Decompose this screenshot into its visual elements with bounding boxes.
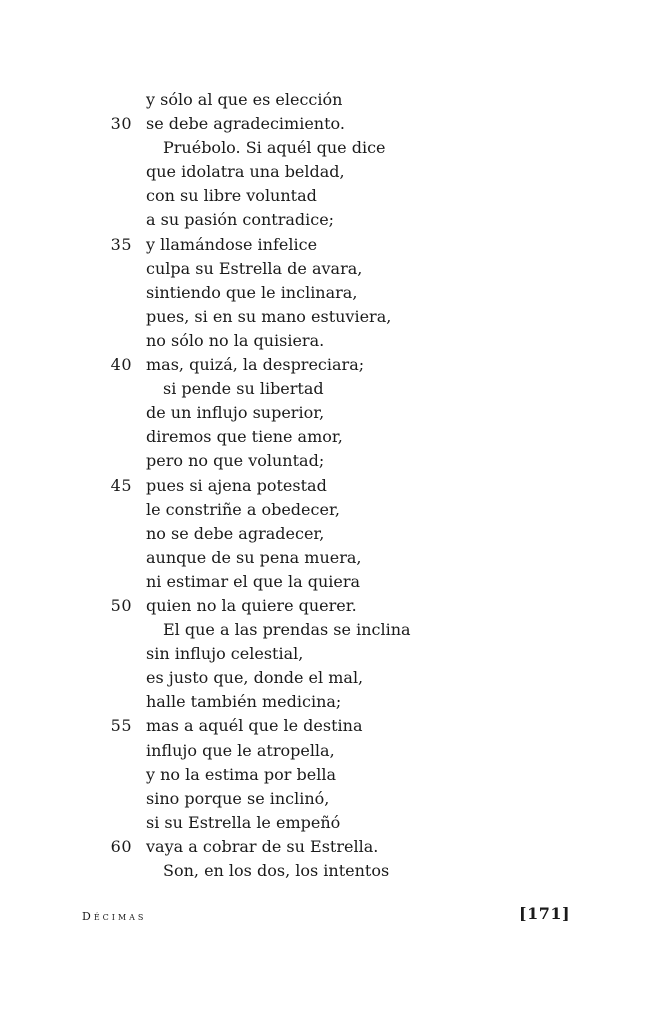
verse-text: Pruébolo. Si aquél que dice (163, 138, 386, 158)
verse-line (0, 136, 650, 160)
verse-text: pero no que voluntad; (146, 451, 325, 471)
verse-text: que idolatra una beldad, (146, 162, 345, 182)
verse-text: quien no la quiere querer. (146, 595, 357, 615)
verse-line (0, 739, 650, 763)
verse-text: y llamándose infelice (146, 234, 318, 254)
verse-line (0, 811, 650, 835)
verse-line (0, 666, 650, 690)
verse-text: mas a aquél que le destina (146, 716, 363, 736)
verse-line (0, 184, 650, 208)
verse-line (0, 714, 650, 738)
verse-text: sino porque se inclinó, (146, 788, 330, 808)
verse-text: pues, si en su mano estuviera, (146, 306, 392, 326)
verse-text: ni estimar el que la quiera (146, 571, 361, 591)
line-number: 30 (110, 114, 132, 134)
verse-line (0, 425, 650, 449)
verse-line (0, 401, 650, 425)
verse-text: es justo que, donde el mal, (146, 668, 364, 688)
verse-text: le constriñe a obedecer, (146, 499, 340, 519)
verse-line (0, 281, 650, 305)
verse-text: si su Estrella le empeñó (146, 812, 341, 832)
verse-text: y no la estima por bella (146, 764, 337, 784)
verse-text: aunque de su pena muera, (146, 547, 362, 567)
verse-line (0, 112, 650, 136)
verse-text: se debe agradecimiento. (146, 114, 345, 134)
verse-text: sin influjo celestial, (146, 644, 304, 664)
verse-line (0, 233, 650, 257)
verse-line (0, 546, 650, 570)
poem-body (0, 88, 650, 883)
line-number: 50 (110, 595, 132, 615)
verse-line (0, 570, 650, 594)
verse-text: vaya a cobrar de su Estrella. (146, 836, 379, 856)
verse-line (0, 835, 650, 859)
verse-text: de un influjo superior, (146, 403, 325, 423)
line-number: 40 (110, 355, 132, 375)
verse-text: influjo que le atropella, (146, 740, 335, 760)
verse-text: El que a las prendas se inclina (163, 620, 411, 640)
verse-line (0, 449, 650, 473)
line-number: 35 (110, 234, 132, 254)
verse-text: culpa su Estrella de avara, (146, 258, 363, 278)
verse-line (0, 859, 650, 883)
line-number: 45 (110, 475, 132, 495)
verse-line (0, 787, 650, 811)
verse-line (0, 594, 650, 618)
verse-text: y sólo al que es elección (146, 90, 343, 109)
verse-text: Son, en los dos, los intentos (163, 861, 390, 880)
running-footer-title: Décimas (82, 910, 147, 923)
verse-text: con su libre voluntad (146, 186, 317, 206)
verse-line (0, 329, 650, 353)
verse-text: pues si ajena potestad (146, 475, 327, 495)
verse-line (0, 763, 650, 787)
verse-line (0, 474, 650, 498)
verse-text: no se debe agradecer, (146, 523, 325, 543)
verse-line (0, 522, 650, 546)
verse-line (0, 498, 650, 522)
verse-line (0, 353, 650, 377)
verse-text: si pende su libertad (163, 379, 324, 399)
verse-line (0, 690, 650, 714)
verse-text: a su pasión contradice; (146, 210, 335, 230)
verse-text: halle también medicina; (146, 692, 342, 712)
verse-line (0, 377, 650, 401)
verse-text: sintiendo que le inclinara, (146, 282, 358, 302)
verse-line (0, 160, 650, 184)
verse-text: no sólo no la quisiera. (146, 330, 325, 350)
verse-line (0, 88, 650, 112)
verse-line (0, 257, 650, 281)
verse-line (0, 618, 650, 642)
line-number: 55 (110, 716, 132, 736)
verse-text: mas, quizá, la despreciara; (146, 355, 365, 375)
line-number: 60 (110, 836, 132, 856)
verse-line (0, 305, 650, 329)
verse-text: diremos que tiene amor, (146, 427, 343, 447)
verse-line (0, 642, 650, 666)
verse-line (0, 208, 650, 232)
page-number: [171] (519, 904, 571, 923)
